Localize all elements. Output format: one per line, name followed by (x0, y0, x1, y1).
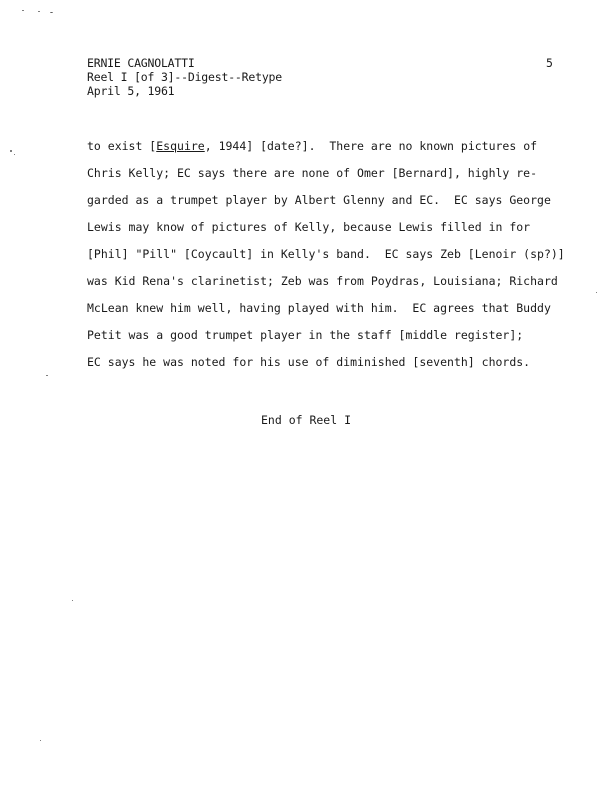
scan-speck (596, 292, 597, 293)
scan-speck (14, 154, 15, 155)
scan-speck (46, 375, 48, 376)
body-line-9: EC says he was noted for his use of diminished [seventh] chords. (87, 355, 531, 369)
body-line-6: was Kid Rena's clarinetist; Zeb was from Poydras, Louisiana; Richard (87, 274, 558, 288)
body-line-8: Petit was a good trumpet player in the staff [middle register]; (87, 328, 524, 342)
header-reel-info: Reel I [of 3]--Digest--Retype (87, 70, 282, 84)
body-line-1-end: , 1944] [date?]. There are no known pictures of (204, 139, 538, 153)
scan-speck (50, 12, 53, 13)
header-date: April 5, 1961 (87, 84, 175, 98)
body-line-5: [Phil] "Pill" [Coycault] in Kelly's band. EC says Zeb [Lenoir (sp?)] (87, 247, 565, 261)
body-line-1 (87, 139, 537, 153)
body-line-1-start: to exist [ (87, 139, 157, 153)
scan-speck (22, 10, 24, 11)
scan-speck (40, 740, 41, 741)
scan-speck (38, 11, 40, 12)
scan-speck (72, 600, 73, 601)
body-line-4: Lewis may know of pictures of Kelly, because Lewis filled in for (87, 220, 531, 234)
scan-speck (10, 150, 12, 152)
end-of-reel-marker: End of Reel I (261, 413, 352, 427)
page-number: 5 (546, 56, 553, 70)
body-line-2: Chris Kelly; EC says there are none of Omer [Bernard], highly re- (87, 166, 538, 180)
body-line-7: McLean knew him well, having played with him. EC agrees that Buddy (87, 301, 551, 315)
underlined-title: Esquire (156, 139, 205, 153)
header-interviewee-name: ERNIE CAGNOLATTI (87, 56, 195, 70)
body-line-3: garded as a trumpet player by Albert Glenny and EC. EC says George (87, 193, 551, 207)
